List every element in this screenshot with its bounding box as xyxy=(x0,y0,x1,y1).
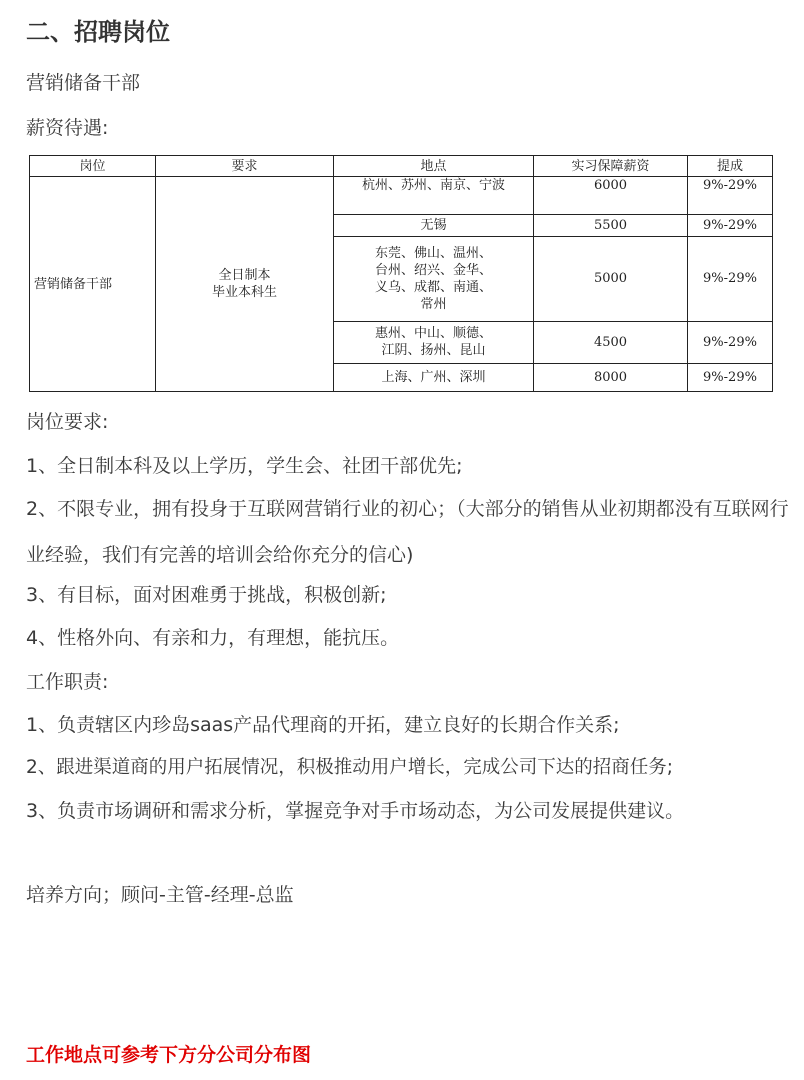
commission-cell: 9%-29% xyxy=(688,321,773,363)
location-cell: 东莞、佛山、温州、 台州、绍兴、金华、 义乌、成都、南通、 常州 xyxy=(334,237,534,321)
header-location: 地点 xyxy=(334,156,534,177)
commission-cell: 9%-29% xyxy=(688,363,773,391)
requirements-label: 岗位要求: xyxy=(26,411,109,433)
salary-cell: 5500 xyxy=(534,215,688,237)
table-header-row xyxy=(30,156,773,177)
salary-cell: 5000 xyxy=(534,237,688,321)
footer-note: 工作地点可参考下方分公司分布图 xyxy=(26,1044,312,1066)
position-name: 营销储备干部 xyxy=(26,72,141,94)
location-cell: 上海、广州、深圳 xyxy=(334,363,534,391)
section-title: 二、招聘岗位 xyxy=(26,18,170,46)
location-cell: 无锡 xyxy=(334,215,534,237)
header-commission: 提成 xyxy=(688,156,773,177)
duties-label: 工作职责: xyxy=(26,671,109,693)
salary-table xyxy=(29,155,773,392)
table-row xyxy=(30,177,773,215)
location-cell: 杭州、苏州、南京、宁波 xyxy=(334,177,534,215)
header-salary: 实习保障薪资 xyxy=(534,156,688,177)
duty-item: 3、负责市场调研和需求分析，掌握竞争对手市场动态，为公司发展提供建议。 xyxy=(26,800,685,822)
salary-cell: 6000 xyxy=(534,177,688,215)
commission-cell: 9%-29% xyxy=(688,237,773,321)
salary-cell: 4500 xyxy=(534,321,688,363)
duty-item: 2、跟进渠道商的用户拓展情况，积极推动用户增长，完成公司下达的招商任务; xyxy=(26,757,674,778)
duty-item: 1、负责辖区内珍岛saas产品代理商的开拓，建立良好的长期合作关系; xyxy=(26,714,620,736)
commission-cell: 9%-29% xyxy=(688,177,773,215)
requirement-item: 1、全日制本科及以上学历，学生会、社团干部优先; xyxy=(26,455,463,477)
header-position: 岗位 xyxy=(30,156,156,177)
requirement-item: 2、不限专业，拥有投身于互联网营销行业的初心；（大部分的销售从业初期都没有互联网行业经验，我们有完善的培训会给你充分的信心) xyxy=(26,498,789,566)
requirement-item: 3、有目标，面对困难勇于挑战，积极创新; xyxy=(26,584,387,606)
career-path: 培养方向；顾问-主管-经理-总监 xyxy=(26,884,294,906)
location-cell: 惠州、中山、顺德、 江阴、扬州、昆山 xyxy=(334,321,534,363)
salary-label: 薪资待遇: xyxy=(26,117,109,139)
requirement-cell: 全日制本 毕业本科生 xyxy=(156,177,334,392)
position-cell: 营销储备干部 xyxy=(30,177,156,392)
header-requirement: 要求 xyxy=(156,156,334,177)
requirement-item: 4、性格外向、有亲和力，有理想，能抗压。 xyxy=(26,627,400,649)
commission-cell: 9%-29% xyxy=(688,215,773,237)
salary-cell: 8000 xyxy=(534,363,688,391)
